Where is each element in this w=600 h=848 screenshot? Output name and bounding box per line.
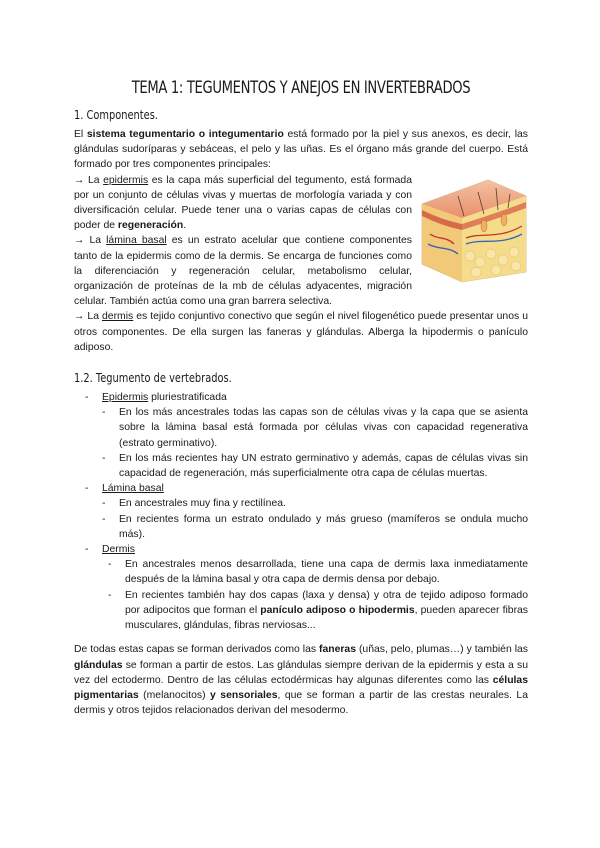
list-item-lamina-basal: - Lámina basal - En ancestrales muy fina y rectilínea. - En recientes forma un estrato ondulado y más grueso (mamíferos se ondula mucho más). xyxy=(74,481,528,542)
term-sistema-tegumentario: sistema tegumentario o integumentario xyxy=(86,129,284,140)
sub-item: - En los más recientes hay UN estrato germinativo y además, capas de células vivas sin capacidad de regeneración, más superficialmente otra capa de células muertas. xyxy=(102,452,528,480)
term-glandulas: glándulas xyxy=(74,659,123,671)
term-dermis: dermis xyxy=(102,311,134,323)
label-lamina-basal: Lámina basal xyxy=(102,483,164,495)
term-lamina-basal: lámina basal xyxy=(106,235,167,247)
sub-item: - En recientes también hay dos capas (laxa y densa) y otra de tejido adiposo formado por adipocitos que forman el panículo adiposo o hipodermis, pueden aparecer fibras musculares, glándulas, fibras nerviosas... xyxy=(108,589,529,632)
dermis-paragraph: → La dermis es tejido conjuntivo conectivo que según el nivel filogenético puede presentar unos u otros componentes. De ella surgen las faneras y glándulas. Alberga la hipodermis o panículo adiposo. xyxy=(74,311,528,353)
sub-item: - En recientes forma un estrato ondulado y más grueso (mamíferos se ondula mucho más). xyxy=(102,513,528,540)
sub-item: - En los más ancestrales todas las capas son de células vivas y la capa que se asienta sobre la lámina basal está formada por células vivas con capacidad regenerativa (estrato germinativo). xyxy=(102,407,528,449)
closing-paragraph: De todas estas capas se forman derivados como las faneras (uñas, pelo, plumas…) y también las glándulas se forman a partir de estos. Las glándulas siempre derivan de la epidermis y esta a su vez del ectodermo. Dentro de las células ectodérmicas hay algunas diferentes como las células pigmentarias (melanocitos) y sensoriales, que se forman a partir de las crestas neurales. La dermis y otros tejidos relacionados derivan del mesodermo. xyxy=(74,644,528,717)
term-celulas-pigmentarias: células pigmentarias xyxy=(74,674,528,701)
lamina-basal-paragraph: → La lámina basal es un estrato acelular que contiene componentes tanto de la epidermis como de la dermis. Se encarga de funciones como la diferenciación y regeneración celular, metabolismo celular, organización de proteínas de la mb de células adyacentes, migración celular. También actúa como una gran barrera selectiva. xyxy=(74,235,412,308)
epidermis-paragraph: → La epidermis es la capa más superficial del tegumento, está formada por un conjunto de células vivas y muertas de morfología variada y con diversificación celular. Puede tener una o varias capas de células con poder de regeneración. xyxy=(74,173,528,234)
list-item-dermis: - Dermis - En ancestrales menos desarrollada, tiene una capa de dermis laxa inmediatamente después de la lámina basal y otra capa de dermis densa por debajo. - En recientes también hay dos capas (laxa y densa) y otra de tejido adiposo formado por adipocitos que forman el panículo adiposo o hipodermis, pueden aparecer fibras musculares, glándulas, fibras nerviosas... xyxy=(74,542,528,633)
page-title: TEMA 1: TEGUMENTOS Y ANEJOS EN INVERTEBRADOS xyxy=(131,78,471,98)
label-dermis: Dermis xyxy=(102,544,135,556)
term-epidermis: epidermis xyxy=(103,174,149,186)
section-heading-vertebrados: 1.2. Tegumento de vertebrados. xyxy=(74,371,232,386)
label-epidermis: Epidermis xyxy=(102,392,149,404)
skin-cross-section-illustration xyxy=(418,174,530,284)
term-sensoriales: y sensoriales xyxy=(210,689,278,701)
section-heading-componentes: 1. Componentes. xyxy=(74,108,158,122)
list-item-epidermis: - Epidermis pluriestratificada - En los más ancestrales todas las capas son de células vivas y la capa que se asienta sobre la lámina basal está formada por células vivas con capacidad regenerativa (estrato germinativo). - En los más recientes hay UN estrato germinativo y además, capas de células vivas sin capacidad de regeneración, más superficialmente otra capa de células muertas. xyxy=(74,390,528,481)
term-paniculo-adiposo: panículo adiposo o hipodermis xyxy=(260,604,415,616)
tegument-layers-list xyxy=(74,390,528,633)
document-page xyxy=(74,78,528,718)
intro-paragraph: El sistema tegumentario o integumentario está formado por la piel y sus anexos, es decir, las glándulas sudoríparas y sebáceas, el pelo y las uñas. Es el órgano más grande del cuerpo. Está formado por tres componentes principales: xyxy=(74,129,528,171)
sub-item: - En ancestrales menos desarrollada, tiene una capa de dermis laxa inmediatamente después de la lámina basal y otra capa de dermis densa por debajo. xyxy=(108,559,528,586)
sub-item: - En ancestrales muy fina y rectilínea. xyxy=(102,498,286,510)
term-faneras: faneras xyxy=(319,644,356,656)
term-regeneracion: regeneración xyxy=(117,220,184,232)
